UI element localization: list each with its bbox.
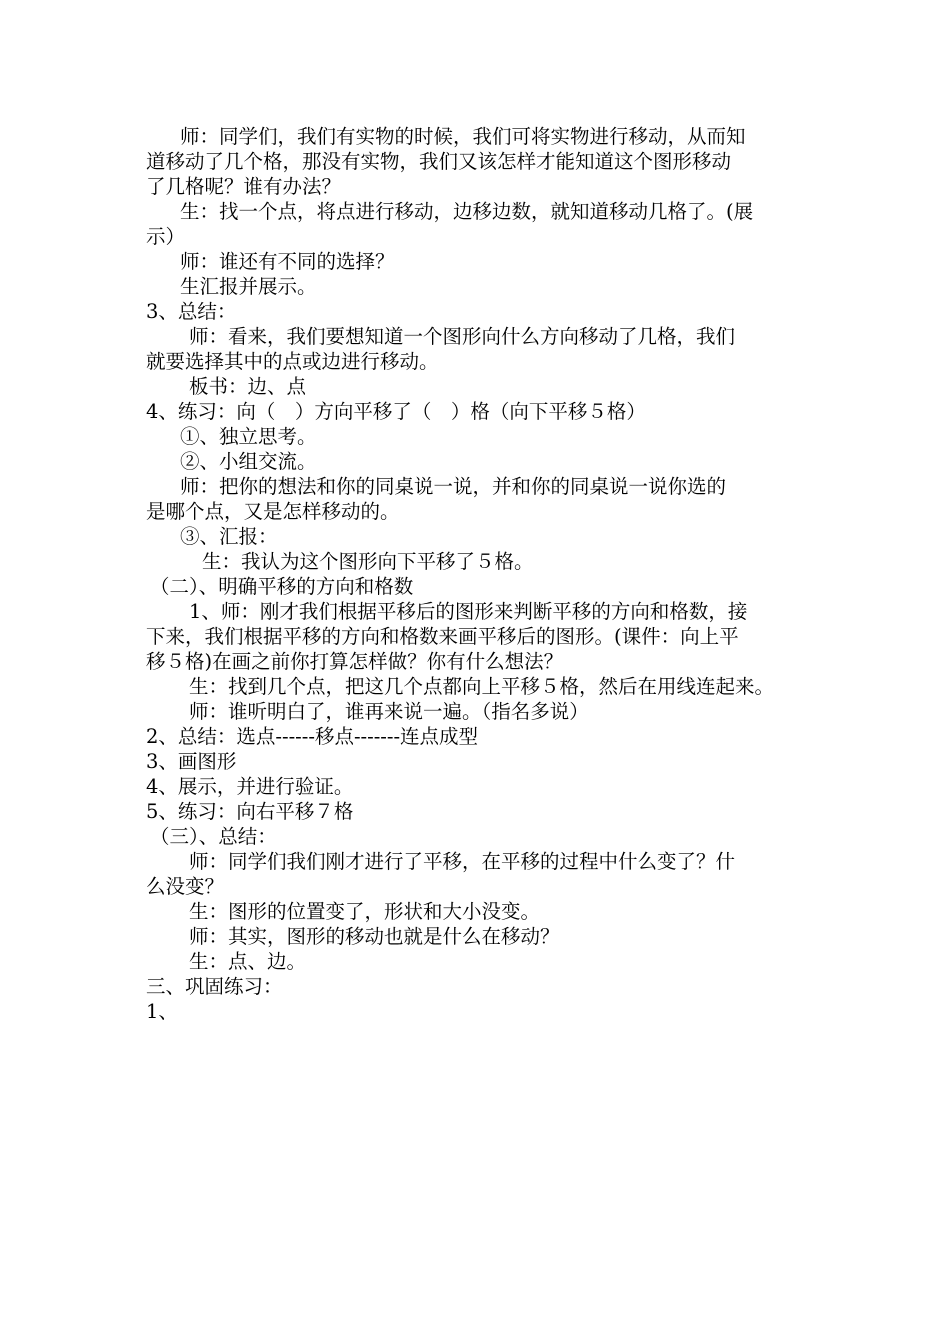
teacher-line: 师：同学们我们刚才进行了平移，在平移的过程中什么变了？什 (189, 850, 736, 873)
section-heading: 5、练习：向右平移７格 (146, 800, 354, 823)
step-line: ②、小组交流。 (180, 450, 317, 473)
student-line: 生汇报并展示。 (180, 275, 317, 298)
section-heading: 3、总结： (146, 300, 237, 323)
text-line: 了几格呢？谁有办法？ (146, 175, 342, 198)
section-heading: 三、巩固练习： (146, 975, 283, 998)
section-heading: 2、总结：选点------移点-------连点成型 (146, 725, 479, 748)
text-line: 么没变？ (146, 875, 225, 898)
teacher-line: 师：同学们，我们有实物的时候，我们可将实物进行移动，从而知 (180, 125, 746, 148)
text-line: 道移动了几个格，那没有实物，我们又该怎样才能知道这个图形移动 (146, 150, 732, 173)
document-body (146, 124, 810, 1024)
text-line: 示） (146, 225, 186, 248)
step-line: ①、独立思考。 (180, 425, 317, 448)
section-heading: 4、练习：向（ ）方向平移了（ ）格（向下平移５格） (146, 400, 646, 423)
section-heading: （二）、明确平移的方向和格数 (150, 575, 414, 598)
section-heading: 4、展示，并进行验证。 (146, 775, 354, 798)
text-line: 移５格)在画之前你打算怎样做？你有什么想法？ (146, 650, 564, 673)
board-writing-line: 板书：边、点 (189, 375, 307, 398)
teacher-line: 师：看来，我们要想知道一个图形向什么方向移动了几格，我们 (189, 325, 736, 348)
text-line: 是哪个点，又是怎样移动的。 (146, 500, 400, 523)
list-item: 1、 (146, 1000, 178, 1023)
text-line: 就要选择其中的点或边进行移动。 (146, 350, 439, 373)
student-line: 生：图形的位置变了，形状和大小没变。 (189, 900, 541, 923)
student-line: 生：找一个点，将点进行移动，边移边数，就知道移动几格了。(展 (180, 200, 754, 223)
text-line: 下来，我们根据平移的方向和格数来画平移后的图形。(课件：向上平 (146, 625, 739, 648)
teacher-line: 师：谁还有不同的选择？ (180, 250, 395, 273)
section-heading: （三）、总结： (150, 825, 277, 848)
teacher-line: 师：把你的想法和你的同桌说一说，并和你的同桌说一说你选的 (180, 475, 727, 498)
teacher-line: 师：其实，图形的移动也就是什么在移动？ (189, 925, 560, 948)
student-line: 生：找到几个点，把这几个点都向上平移５格，然后在用线连起来。 (189, 675, 775, 698)
student-line: 生：我认为这个图形向下平移了５格。 (202, 550, 534, 573)
teacher-line: 1、师：刚才我们根据平移后的图形来判断平移的方向和格数，接 (189, 600, 748, 623)
student-line: 生：点、边。 (189, 950, 307, 973)
section-heading: 3、画图形 (146, 750, 237, 773)
teacher-line: 师：谁听明白了，谁再来说一遍。（指名多说） (189, 700, 589, 723)
step-line: ③、汇报： (180, 525, 278, 548)
